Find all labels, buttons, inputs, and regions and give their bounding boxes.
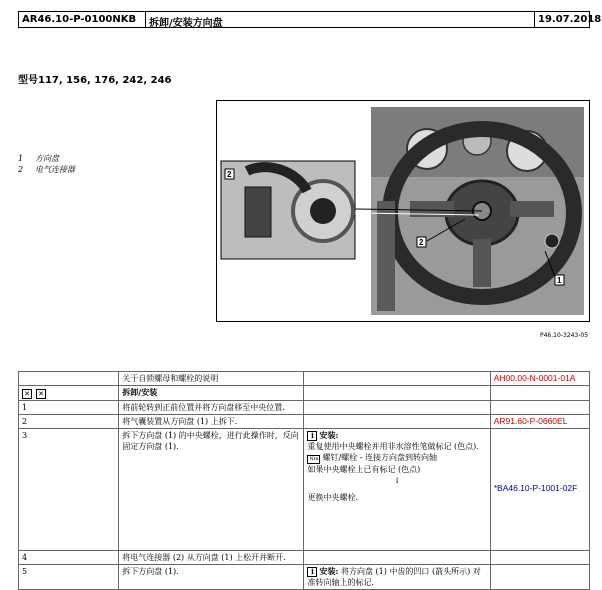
install-icon: ✕ (36, 389, 46, 399)
info-icon: i (307, 431, 317, 441)
callout-1: 1 (557, 276, 562, 285)
doc-title: 拆卸/安装方向盘 (146, 12, 535, 27)
remove-icon: ✕ (22, 389, 32, 399)
legend (18, 153, 75, 175)
table-row: 4 将电气连接器 (2) 从方向盘 (1) 上松开并断开. (19, 551, 590, 565)
doc-date: 19.07.2018 (538, 14, 602, 25)
info-icon: i (307, 567, 317, 577)
table-row: ✕ ✕ 拆卸/安装 (19, 386, 590, 401)
callout-2-inset: 2 (227, 170, 232, 179)
legend-item: 2 电气连接器 (18, 165, 75, 174)
legend-item: 1 方向盘 (18, 154, 59, 163)
table-row: 5 拆下方向盘 (1). i 安装: 将方向盘 (1) 中齿的凹口 (箭头所示) 对准转向轴上的标记. (19, 565, 590, 590)
procedure-table (18, 371, 590, 590)
torque-icon: Nm (309, 456, 319, 462)
table-row: 2 将气囊装置从方向盘 (1) 上拆下. AR91.60-P-0660EL (19, 415, 590, 429)
figure-id: P46.10-3243-05 (540, 332, 589, 339)
ref-link[interactable]: AH00.00-N-0001-01A (493, 373, 576, 383)
table-row: 1 将前轮转到正前位置并将方向盘移至中央位置. (19, 401, 590, 415)
document-header (18, 11, 602, 29)
ref-link[interactable]: *BA46.10-P-1001-02F (493, 483, 578, 493)
doc-id: AR46.10-P-0100NKB (19, 12, 146, 27)
table-row: 3 拆下方向盘 (1) 的中央螺栓，进行此操作时，反向固定方向盘 (1). i 安装: 重复使用中央螺栓并用非水溶性笔做标记 (色点). Nm 螺钉/螺栓 - 连接方向盘到转向轴 如果中央螺栓上已有标记 (色点) ↓ 更换中央螺栓. *BA46.10-P-1001-02F (19, 429, 590, 551)
ref-link[interactable]: AR91.60-P-0660EL (493, 416, 568, 426)
callout-2: 2 (419, 238, 424, 247)
table-row: 关于自锁螺母和螺栓的说明 AH00.00-N-0001-01A (19, 372, 590, 386)
down-arrow-icon: ↓ (393, 476, 401, 485)
steering-wheel-figure (216, 100, 590, 322)
model-list: 型号117, 156, 176, 242, 246 (18, 75, 172, 86)
